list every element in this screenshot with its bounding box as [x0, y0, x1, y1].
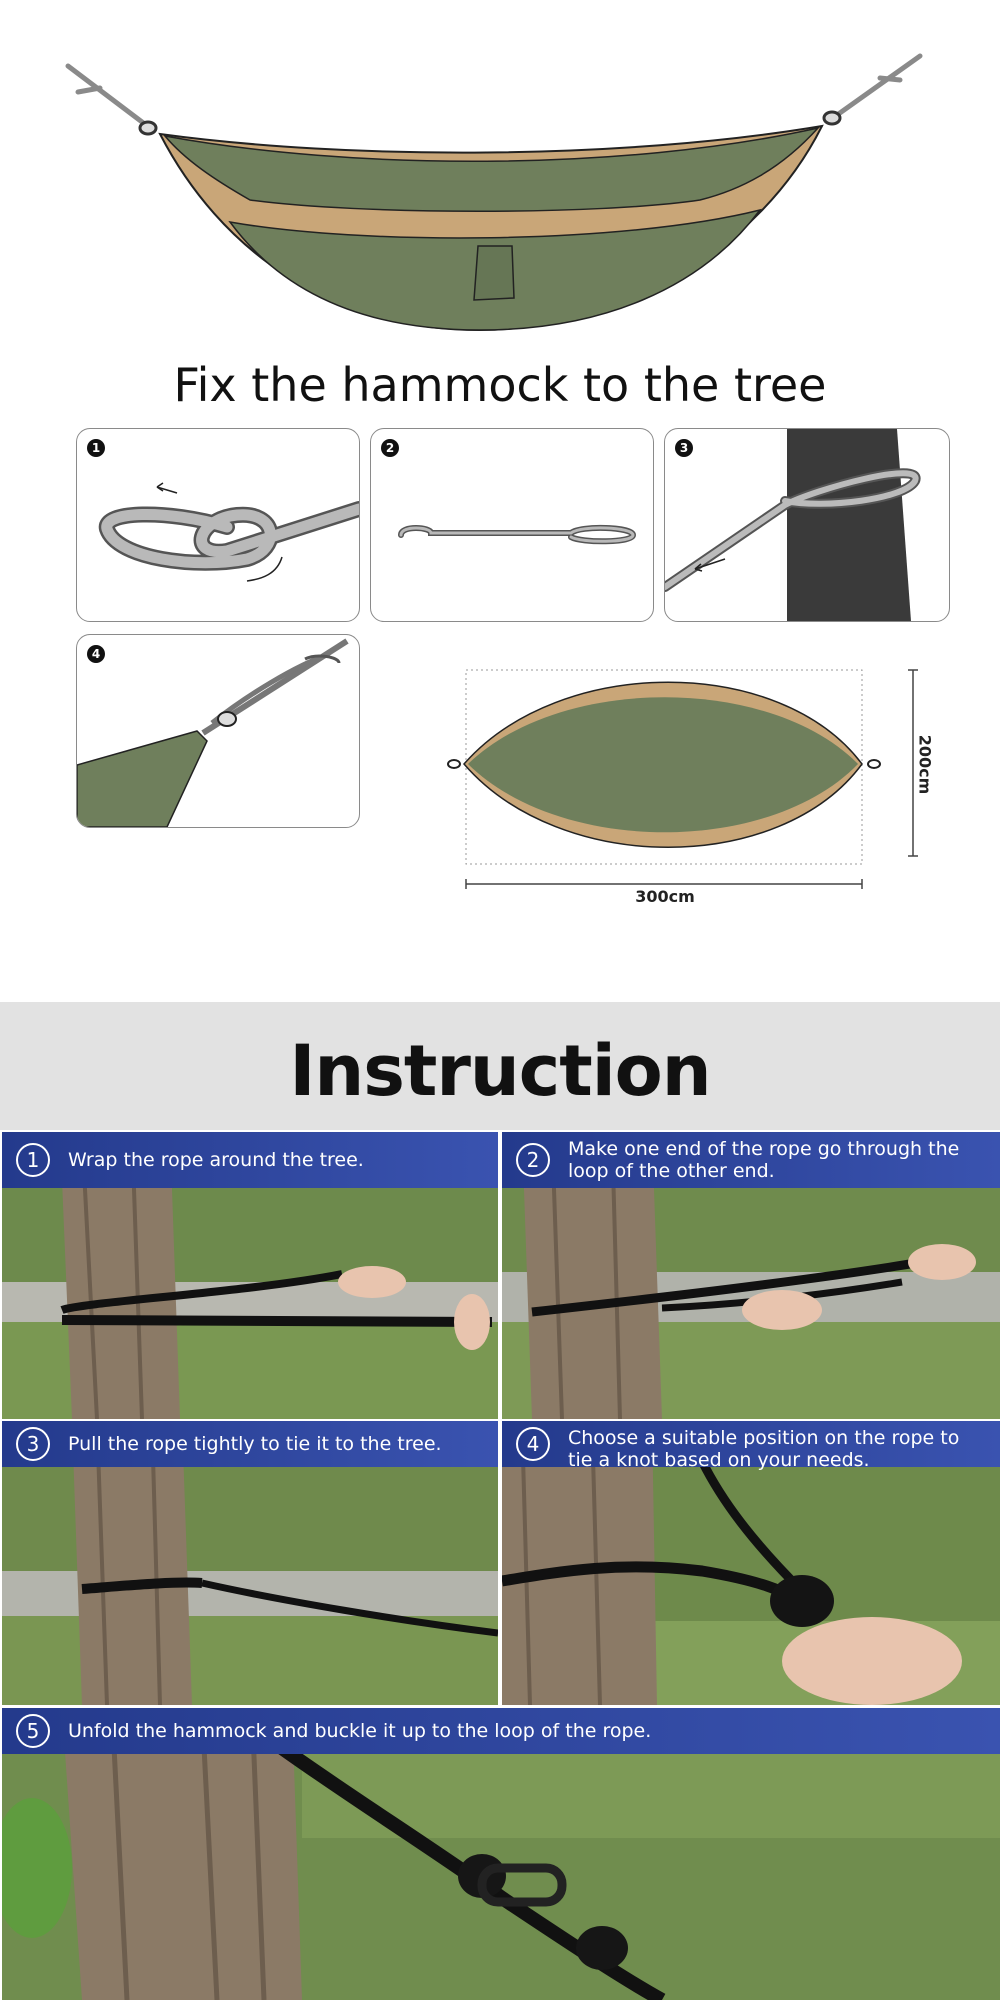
instruction-photo-3	[2, 1421, 498, 1705]
instruction-step-text: Unfold the hammock and buckle it up to the loop of the rope.	[68, 1720, 652, 1742]
height-dimension-label: 200cm	[915, 734, 935, 795]
step-number-circle: 2	[516, 1143, 550, 1177]
instruction-caption	[2, 1421, 498, 1467]
hammock-dimension-drawing	[440, 660, 920, 910]
instruction-photo-5	[2, 1708, 1000, 2000]
tree-rope-drawing	[665, 429, 949, 621]
step-number-badge: 4	[87, 645, 105, 663]
step-number-circle: 4	[516, 1427, 550, 1461]
instruction-step-text: Make one end of the rope go through the loop of the other end.	[568, 1138, 960, 1182]
step-number-badge: 3	[675, 439, 693, 457]
instruction-title: Instruction	[289, 1030, 711, 1112]
instruction-photo-4	[502, 1421, 1000, 1705]
step-number-circle: 3	[16, 1427, 50, 1461]
fix-hammock-title: Fix the hammock to the tree	[173, 358, 827, 412]
hammock-illustration	[0, 0, 1000, 360]
diagram-step-3	[664, 428, 950, 622]
diagram-step-2	[370, 428, 654, 622]
step-number-badge: 2	[381, 439, 399, 457]
diagram-step-4	[76, 634, 360, 828]
width-dimension-label: 300cm	[635, 887, 695, 906]
diagram-step-1	[76, 428, 360, 622]
step-number-circle: 5	[16, 1714, 50, 1748]
instruction-step-text: Wrap the rope around the tree.	[68, 1149, 364, 1171]
instruction-caption	[502, 1132, 1000, 1188]
instruction-step-text: Pull the rope tightly to tie it to the tree.	[68, 1433, 442, 1455]
instruction-caption	[2, 1132, 498, 1188]
instruction-caption	[2, 1708, 1000, 1754]
rope-loop-drawing	[77, 429, 359, 621]
instruction-step-text: Choose a suitable position on the rope to tie a knot based on your needs.	[568, 1427, 960, 1471]
step-number-badge: 1	[87, 439, 105, 457]
instruction-photo-1	[2, 1132, 498, 1419]
rope-line-drawing	[371, 429, 653, 621]
instruction-photo-2	[502, 1132, 1000, 1419]
step-number-circle: 1	[16, 1143, 50, 1177]
instruction-caption	[502, 1421, 1000, 1471]
carabiner-attach-drawing	[77, 635, 359, 827]
